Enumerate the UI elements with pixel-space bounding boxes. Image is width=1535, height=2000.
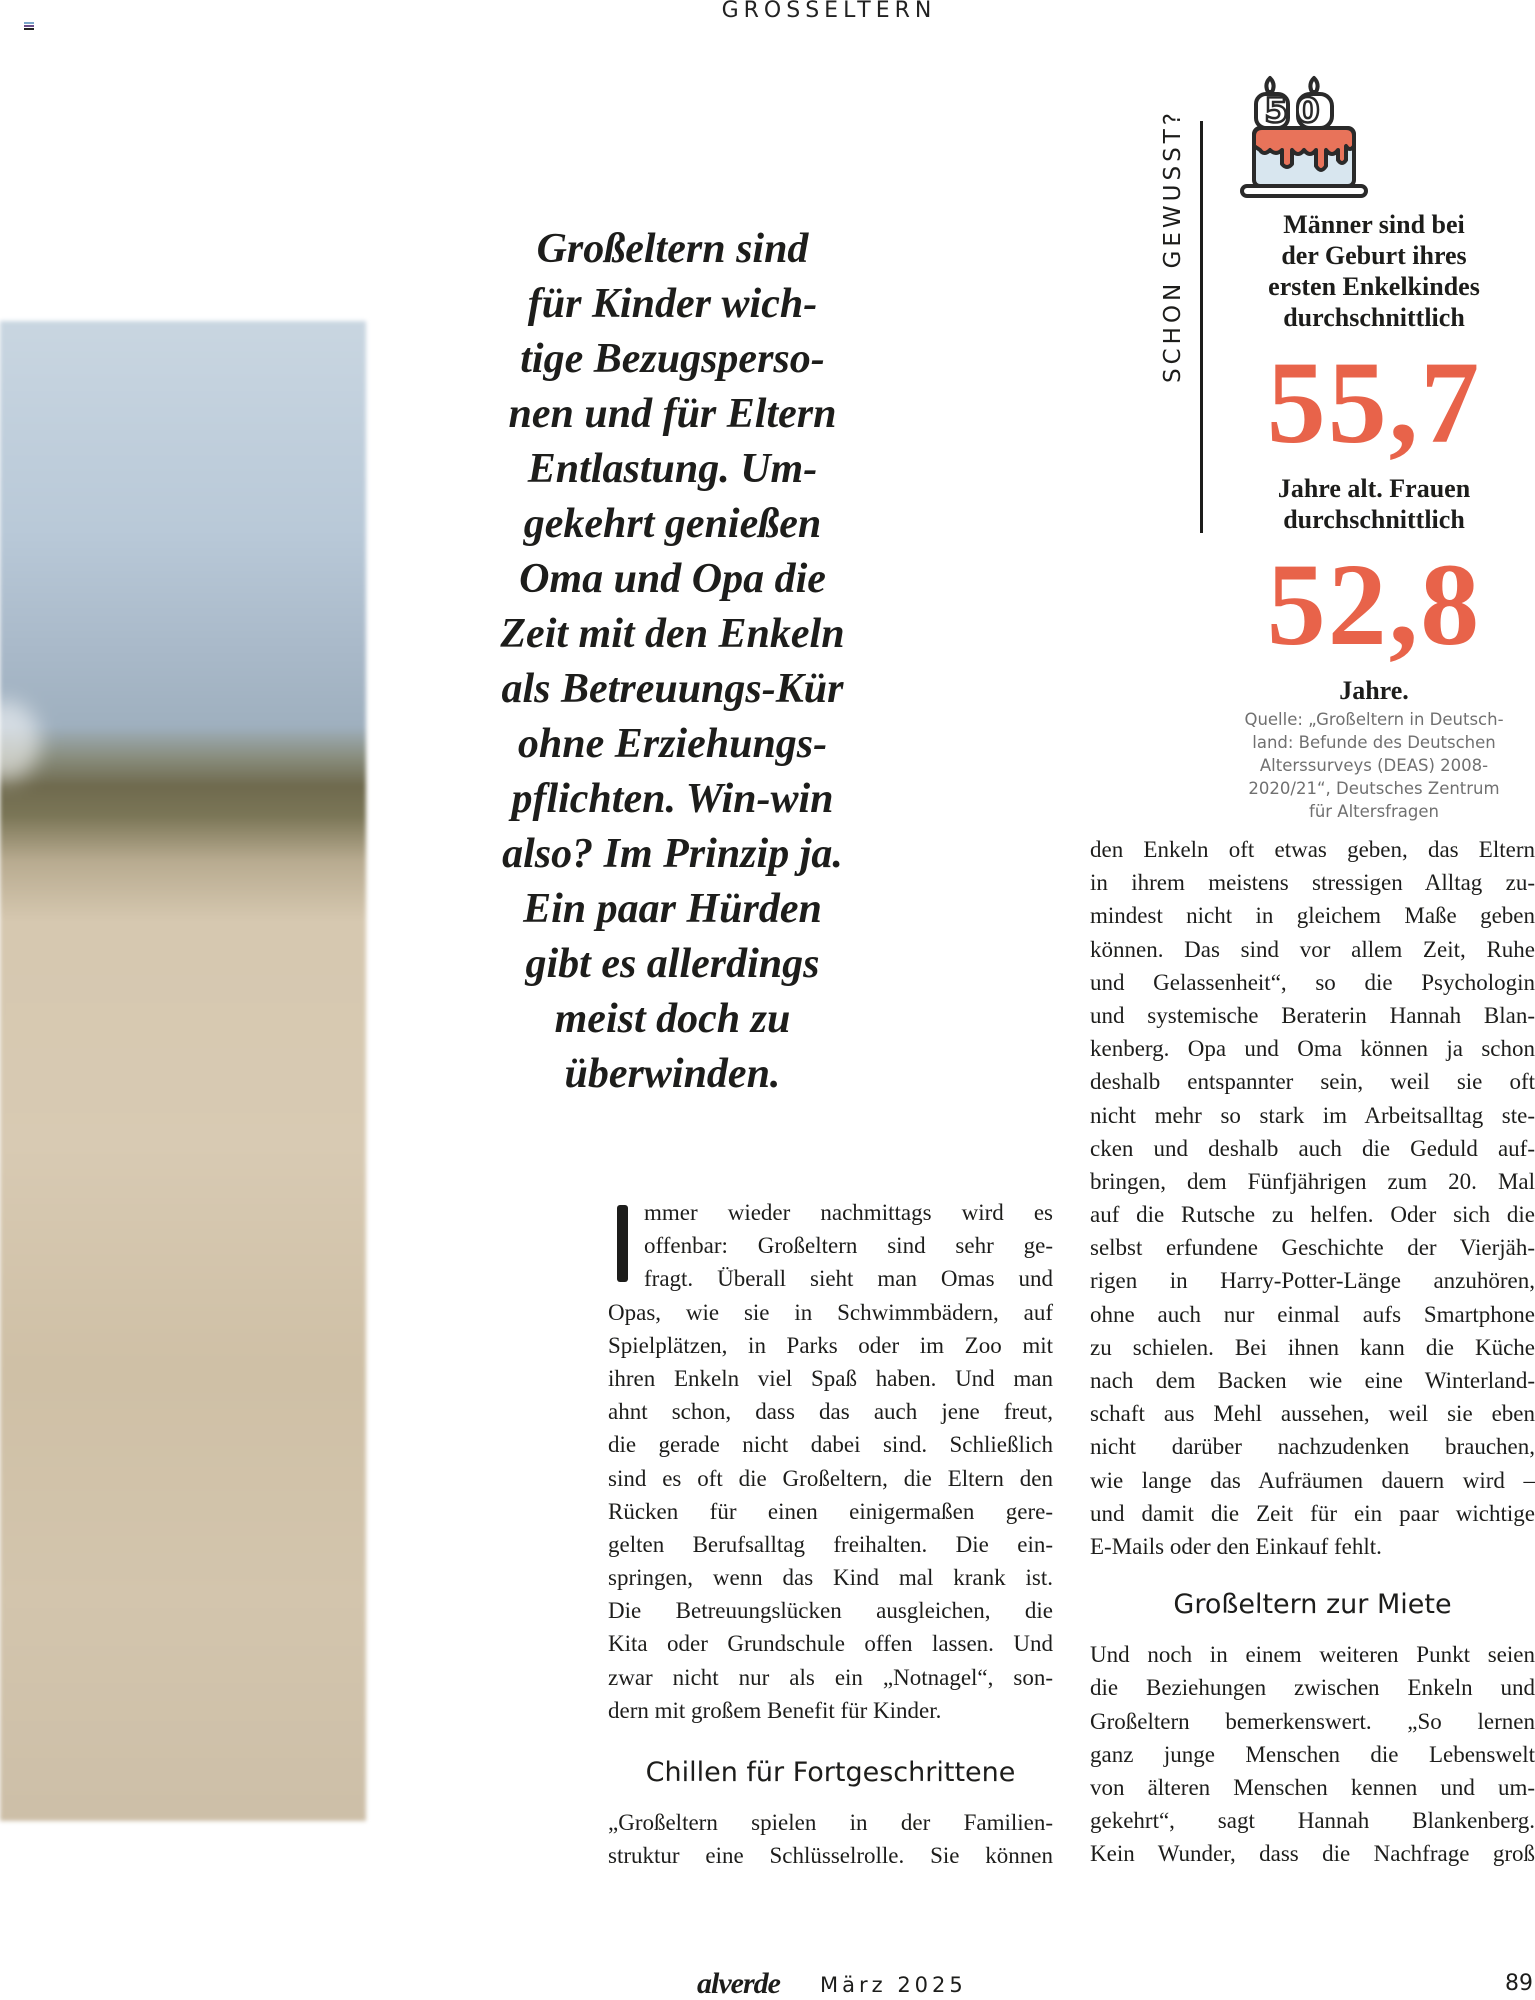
body-line: Opas, wie sie in Schwimmbädern, auf [608,1299,1053,1325]
text-block [1234,209,1514,333]
body-line: deshalb entspannter sein, weil sie oft [1090,1069,1535,1095]
birthday-cake-50-icon [1240,70,1370,202]
subheading: Großeltern zur Miete [1173,1589,1452,1621]
body-line: ihren Enkeln viel Spaß haben. Und man [608,1365,1053,1391]
body-line: von älteren Menschen kennen und um- [1090,1774,1535,1800]
source-citation-line: Quelle: „Großeltern in Deutsch- [1244,710,1504,729]
text-block [608,1806,1053,1872]
fact-box [1234,209,1514,823]
pull-quote-line: Oma und Opa die [519,556,826,602]
body-line: rigen in Harry-Potter-Länge anzuhören, [1090,1268,1535,1294]
body-line: springen, wenn das Kind mal krank ist. [608,1565,1053,1591]
body-line: können. Das sind vor allem Zeit, Ruhe [1090,936,1535,962]
pull-quote-line: gekehrt genießen [523,501,822,547]
body-line: Rücken für einen einigermaßen gere- [608,1498,1053,1524]
fact-text: ersten Enkelkindes [1268,272,1480,301]
magazine-logo: alverde [697,1967,780,2000]
body-line: wie lange das Aufräumen dauern wird – [1090,1467,1535,1493]
pull-quote [440,222,905,1102]
cake-number: 50 [1264,91,1328,131]
body-line: Spielplätzen, in Parks oder im Zoo mit [608,1332,1053,1358]
body-line: mindest nicht in gleichem Maße geben [1090,903,1535,929]
body-line: selbst erfundene Geschichte der Vierjäh- [1090,1235,1535,1261]
men-average-age: 55,7 [1266,337,1482,468]
source-citation-line: land: Befunde des Deutschen [1252,733,1496,752]
pull-quote-line: für Kinder wich- [527,281,818,327]
women-average-age: 52,8 [1266,539,1482,670]
body-line: den Enkeln oft etwas geben, das Eltern [1090,837,1535,862]
body-line: struktur eine Schlüsselrolle. Sie können [608,1843,1053,1869]
body-line: ganz junge Menschen die Lebenswelt [1090,1741,1535,1767]
body-line: ohne auch nur einmal aufs Smartphone [1090,1301,1535,1327]
body-line: gelten Berufsalltag freihalten. Die ein- [608,1531,1053,1557]
body-line: dern mit großem Benefit für Kinder. [608,1697,942,1723]
body-line: zwar nicht nur als ein „Notnagel“, son- [608,1664,1053,1690]
sidebar-label: SCHON GEWUSST? [1160,109,1186,383]
pull-quote-line: Großeltern sind [536,226,809,272]
source-citation-line: für Altersfragen [1309,802,1439,821]
text-block [1234,708,1514,823]
text-block [1090,833,1535,1563]
issue-date: März 2025 [820,1973,967,1997]
text-block [1234,473,1514,535]
body-line: Kita oder Grundschule offen lassen. Und [608,1631,1053,1657]
source-citation-line: 2020/21“, Deutsches Zentrum [1248,779,1500,798]
subheading: Chillen für Fortgeschrittene [645,1757,1016,1788]
body-line: bringen, dem Fünfjährigen zum 20. Mal [1090,1168,1535,1194]
pull-quote-line: ohne Erziehungs- [517,721,828,767]
body-line: nach dem Backen wie eine Winterland- [1090,1368,1535,1393]
fact-text: der Geburt ihres [1281,241,1467,270]
fact-text: durchschnittlich [1283,505,1465,534]
body-line: schaft aus Mehl aussehen, weil sie eben [1090,1401,1535,1427]
body-line: und systemische Beraterin Hannah Blan- [1090,1002,1535,1028]
body-line: nicht mehr so stark im Arbeitsalltag ste- [1090,1102,1535,1128]
page-number: 89 [1505,1971,1533,1996]
pull-quote-line: als Betreuungs-Kür [501,666,844,712]
body-line: Großeltern bemerkenswert. „So lernen [1090,1708,1535,1734]
section-header: GROSSELTERN [721,0,937,23]
body-line: zu schielen. Bei ihnen kann die Küche [1090,1334,1535,1360]
pull-quote-line: meist doch zu [554,996,791,1042]
body-line: und Gelassenheit“, so die Psychologin [1090,969,1535,995]
pull-quote-line: Zeit mit den Enkeln [500,611,845,657]
pull-quote-line: nen und für Eltern [508,391,837,437]
pull-quote-line: pflichten. Win-win [511,776,834,822]
pull-quote-line: gibt es allerdings [525,941,820,987]
body-line: auf die Rutsche zu helfen. Oder sich die [1090,1202,1535,1228]
body-line: offenbar: Großeltern sind sehr ge- [644,1233,1053,1259]
body-line: Kein Wunder, dass die Nachfrage groß [1090,1841,1535,1867]
fact-text: Jahre. [1339,676,1409,705]
body-line: und damit die Zeit für ein paar wichtige [1090,1500,1535,1526]
body-line: „Großeltern spielen in der Familien- [608,1810,1053,1835]
body-line: gekehrt“, sagt Hannah Blankenberg. [1090,1808,1535,1834]
body-line: ahnt schon, dass das auch jene freut, [608,1399,1053,1425]
body-line: die gerade nicht dabei sind. Schließlich [608,1432,1053,1458]
body-line: cken und deshalb auch die Geduld auf- [1090,1135,1535,1161]
body-line: sind es oft die Großeltern, die Eltern den [608,1465,1053,1491]
blurred-photo [0,321,366,1821]
source-citation-line: Alterssurveys (DEAS) 2008- [1259,756,1489,775]
body-line: die Beziehungen zwischen Enkeln und [1090,1675,1535,1701]
body-line: in ihrem meistens stressigen Alltag zu- [1090,870,1535,896]
sidebar-divider [1200,121,1203,533]
article-column-left [608,1196,1053,1872]
body-line: E-Mails oder den Einkauf fehlt. [1090,1533,1382,1559]
menu-icon[interactable] [24,22,34,31]
body-line: fragt. Überall sieht man Omas und [644,1266,1053,1292]
fact-text: Männer sind bei [1283,210,1465,239]
body-line: Und noch in einem weiteren Punkt seien [1090,1642,1535,1668]
text-block [1090,1638,1535,1870]
pull-quote-line: Ein paar Hürden [523,886,822,932]
body-line: kenberg. Opa und Oma können ja schon [1090,1036,1535,1062]
body-line: Die Betreuungslücken ausgleichen, die [608,1598,1053,1624]
body-line: mmer wieder nachmittags wird es [644,1200,1053,1225]
pull-quote-line: also? Im Prinzip ja. [502,831,843,877]
article-column-right [1090,833,1535,1870]
pull-quote-line: überwinden. [564,1051,781,1097]
text-block [608,1196,1053,1727]
body-line: nicht darüber nachzudenken brauchen, [1090,1434,1535,1460]
fact-text: durchschnittlich [1283,303,1465,332]
fact-text: Jahre alt. Frauen [1277,474,1471,503]
pull-quote-line: tige Bezugsperso- [520,336,825,382]
pull-quote-line: Entlastung. Um- [527,446,818,492]
